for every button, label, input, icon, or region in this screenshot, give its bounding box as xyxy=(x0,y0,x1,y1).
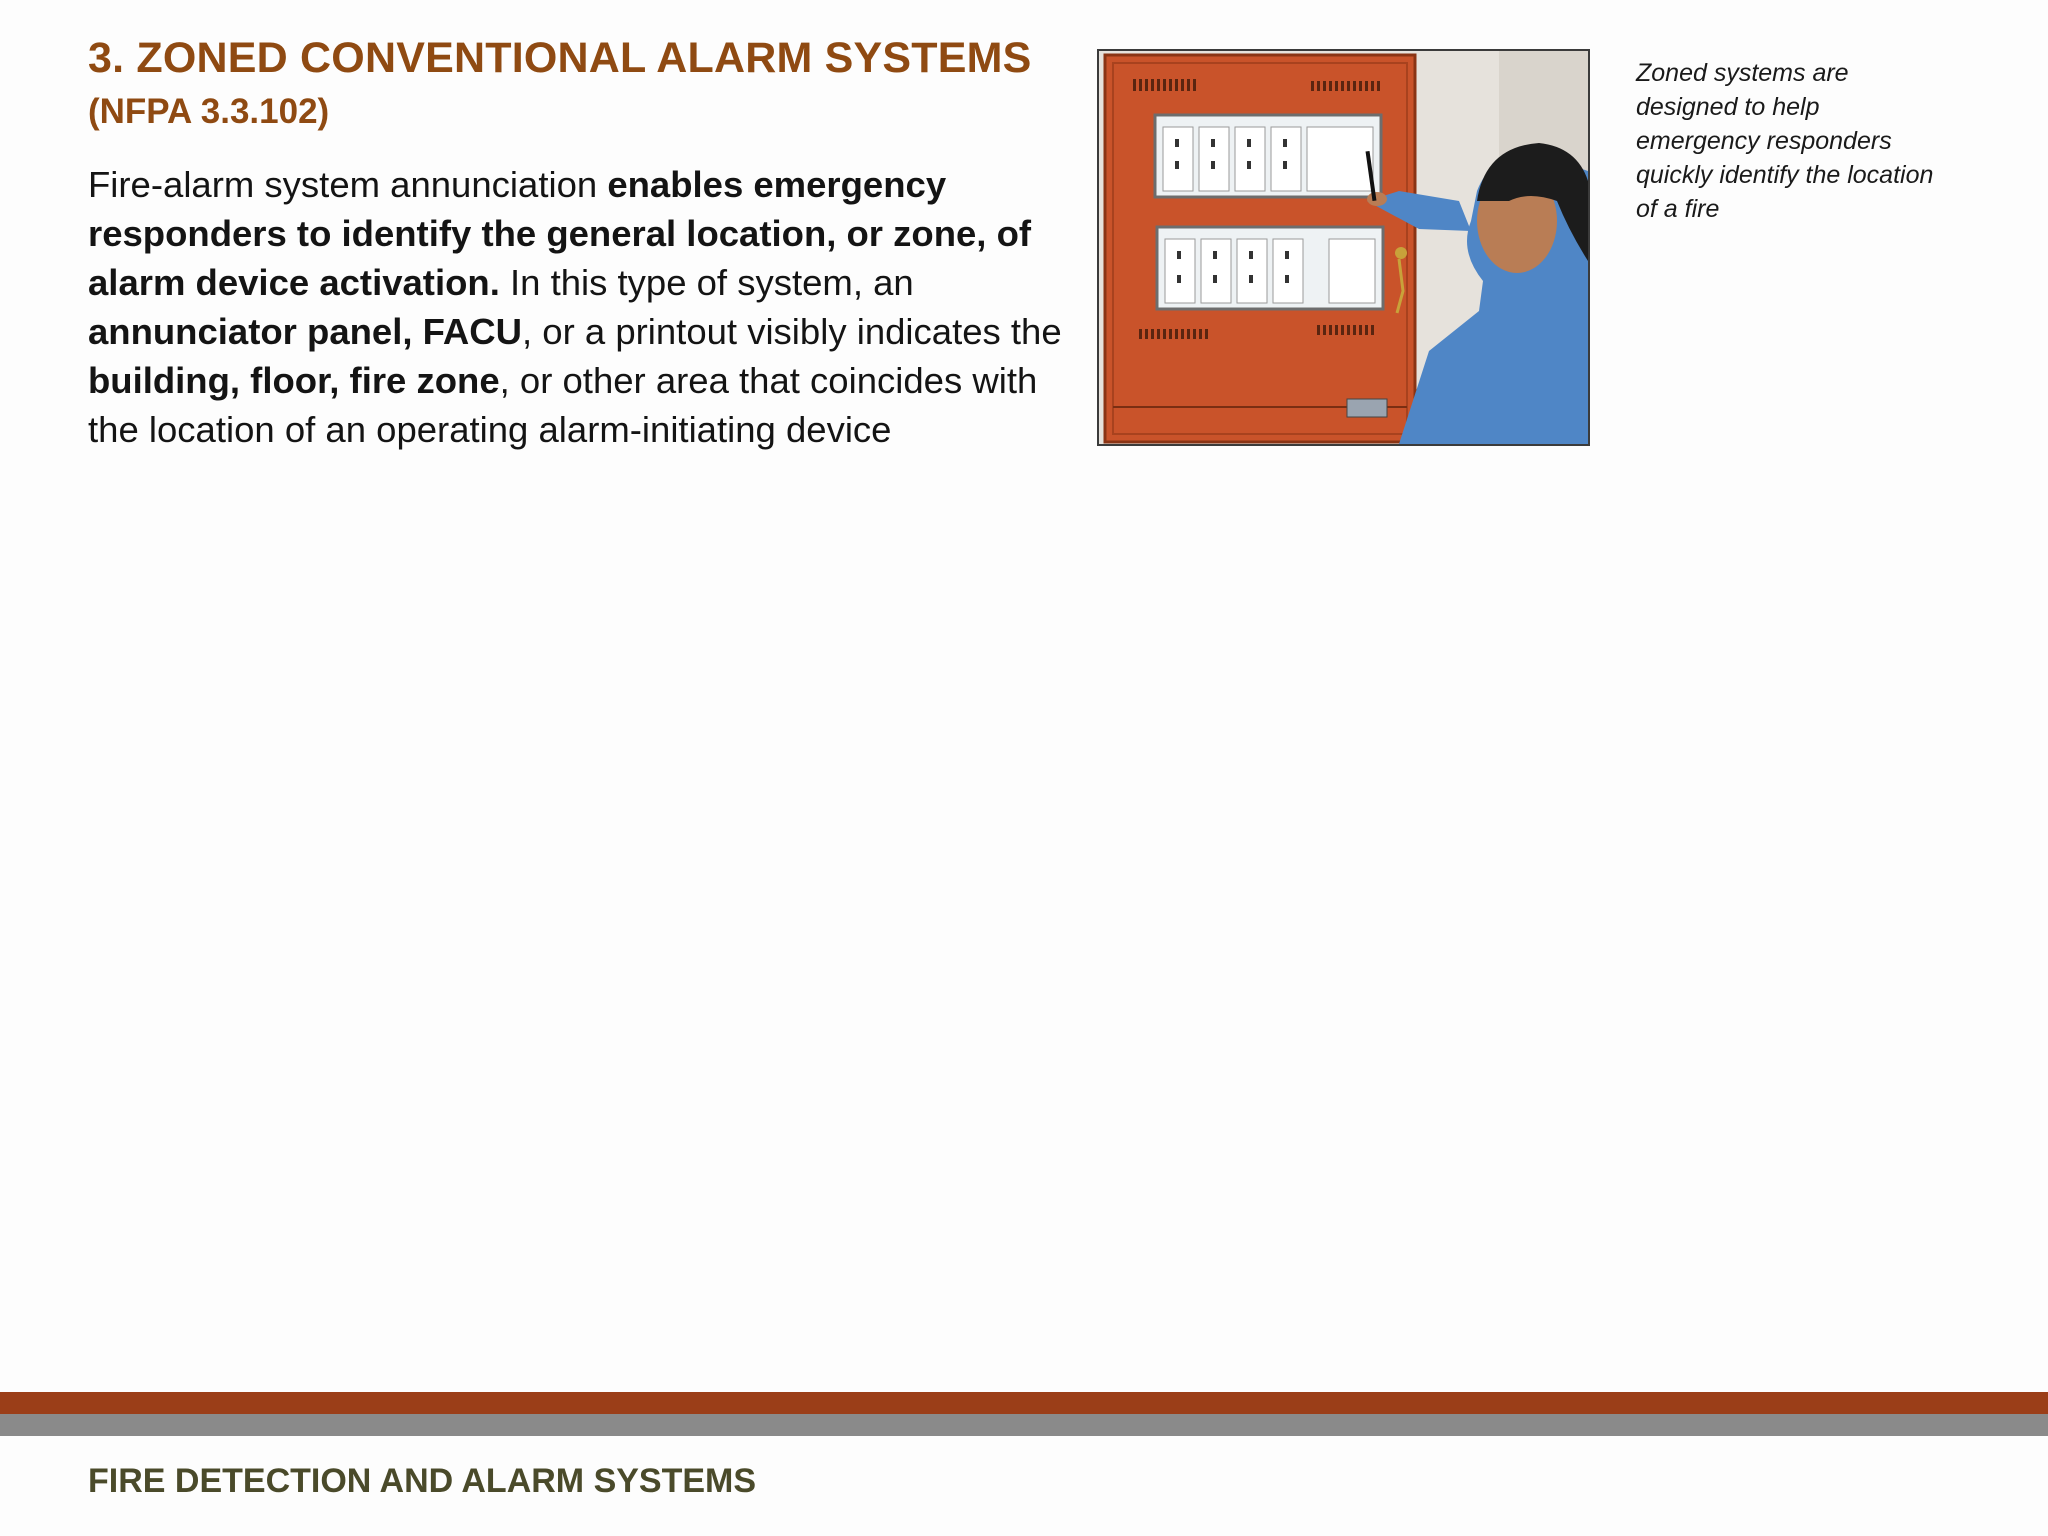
body-text-2: In this type of system, an xyxy=(499,262,914,303)
body-text-3: , or a printout visibly indicates the xyxy=(522,311,1062,352)
fire-alarm-panel-photo xyxy=(1097,49,1590,446)
fire-alarm-panel-illustration xyxy=(1099,51,1588,444)
footer-divider-bar xyxy=(0,1414,2048,1436)
slide-subtitle: (NFPA 3.3.102) xyxy=(88,92,330,131)
footer-title: FIRE DETECTION AND ALARM SYSTEMS xyxy=(88,1462,757,1500)
body-text-4: , or other area that coincides with the location of an operating alarm-initiating device xyxy=(88,360,1038,450)
body-bold-1: enables emergency responders to identify the general location, or zone, of alarm device activation. xyxy=(88,164,1032,303)
slide-title: 3. ZONED CONVENTIONAL ALARM SYSTEMS xyxy=(88,34,1032,82)
body-text-1: Fire-alarm system annunciation xyxy=(88,164,608,205)
body-bold-2: annunciator panel, FACU xyxy=(88,311,522,352)
footer-accent-bar xyxy=(0,1392,2048,1414)
image-caption: Zoned systems are designed to help emergency responders quickly identify the location of a fire xyxy=(1636,59,1934,223)
body-paragraph xyxy=(88,160,1078,454)
body-bold-3: building, floor, fire zone xyxy=(88,360,500,401)
